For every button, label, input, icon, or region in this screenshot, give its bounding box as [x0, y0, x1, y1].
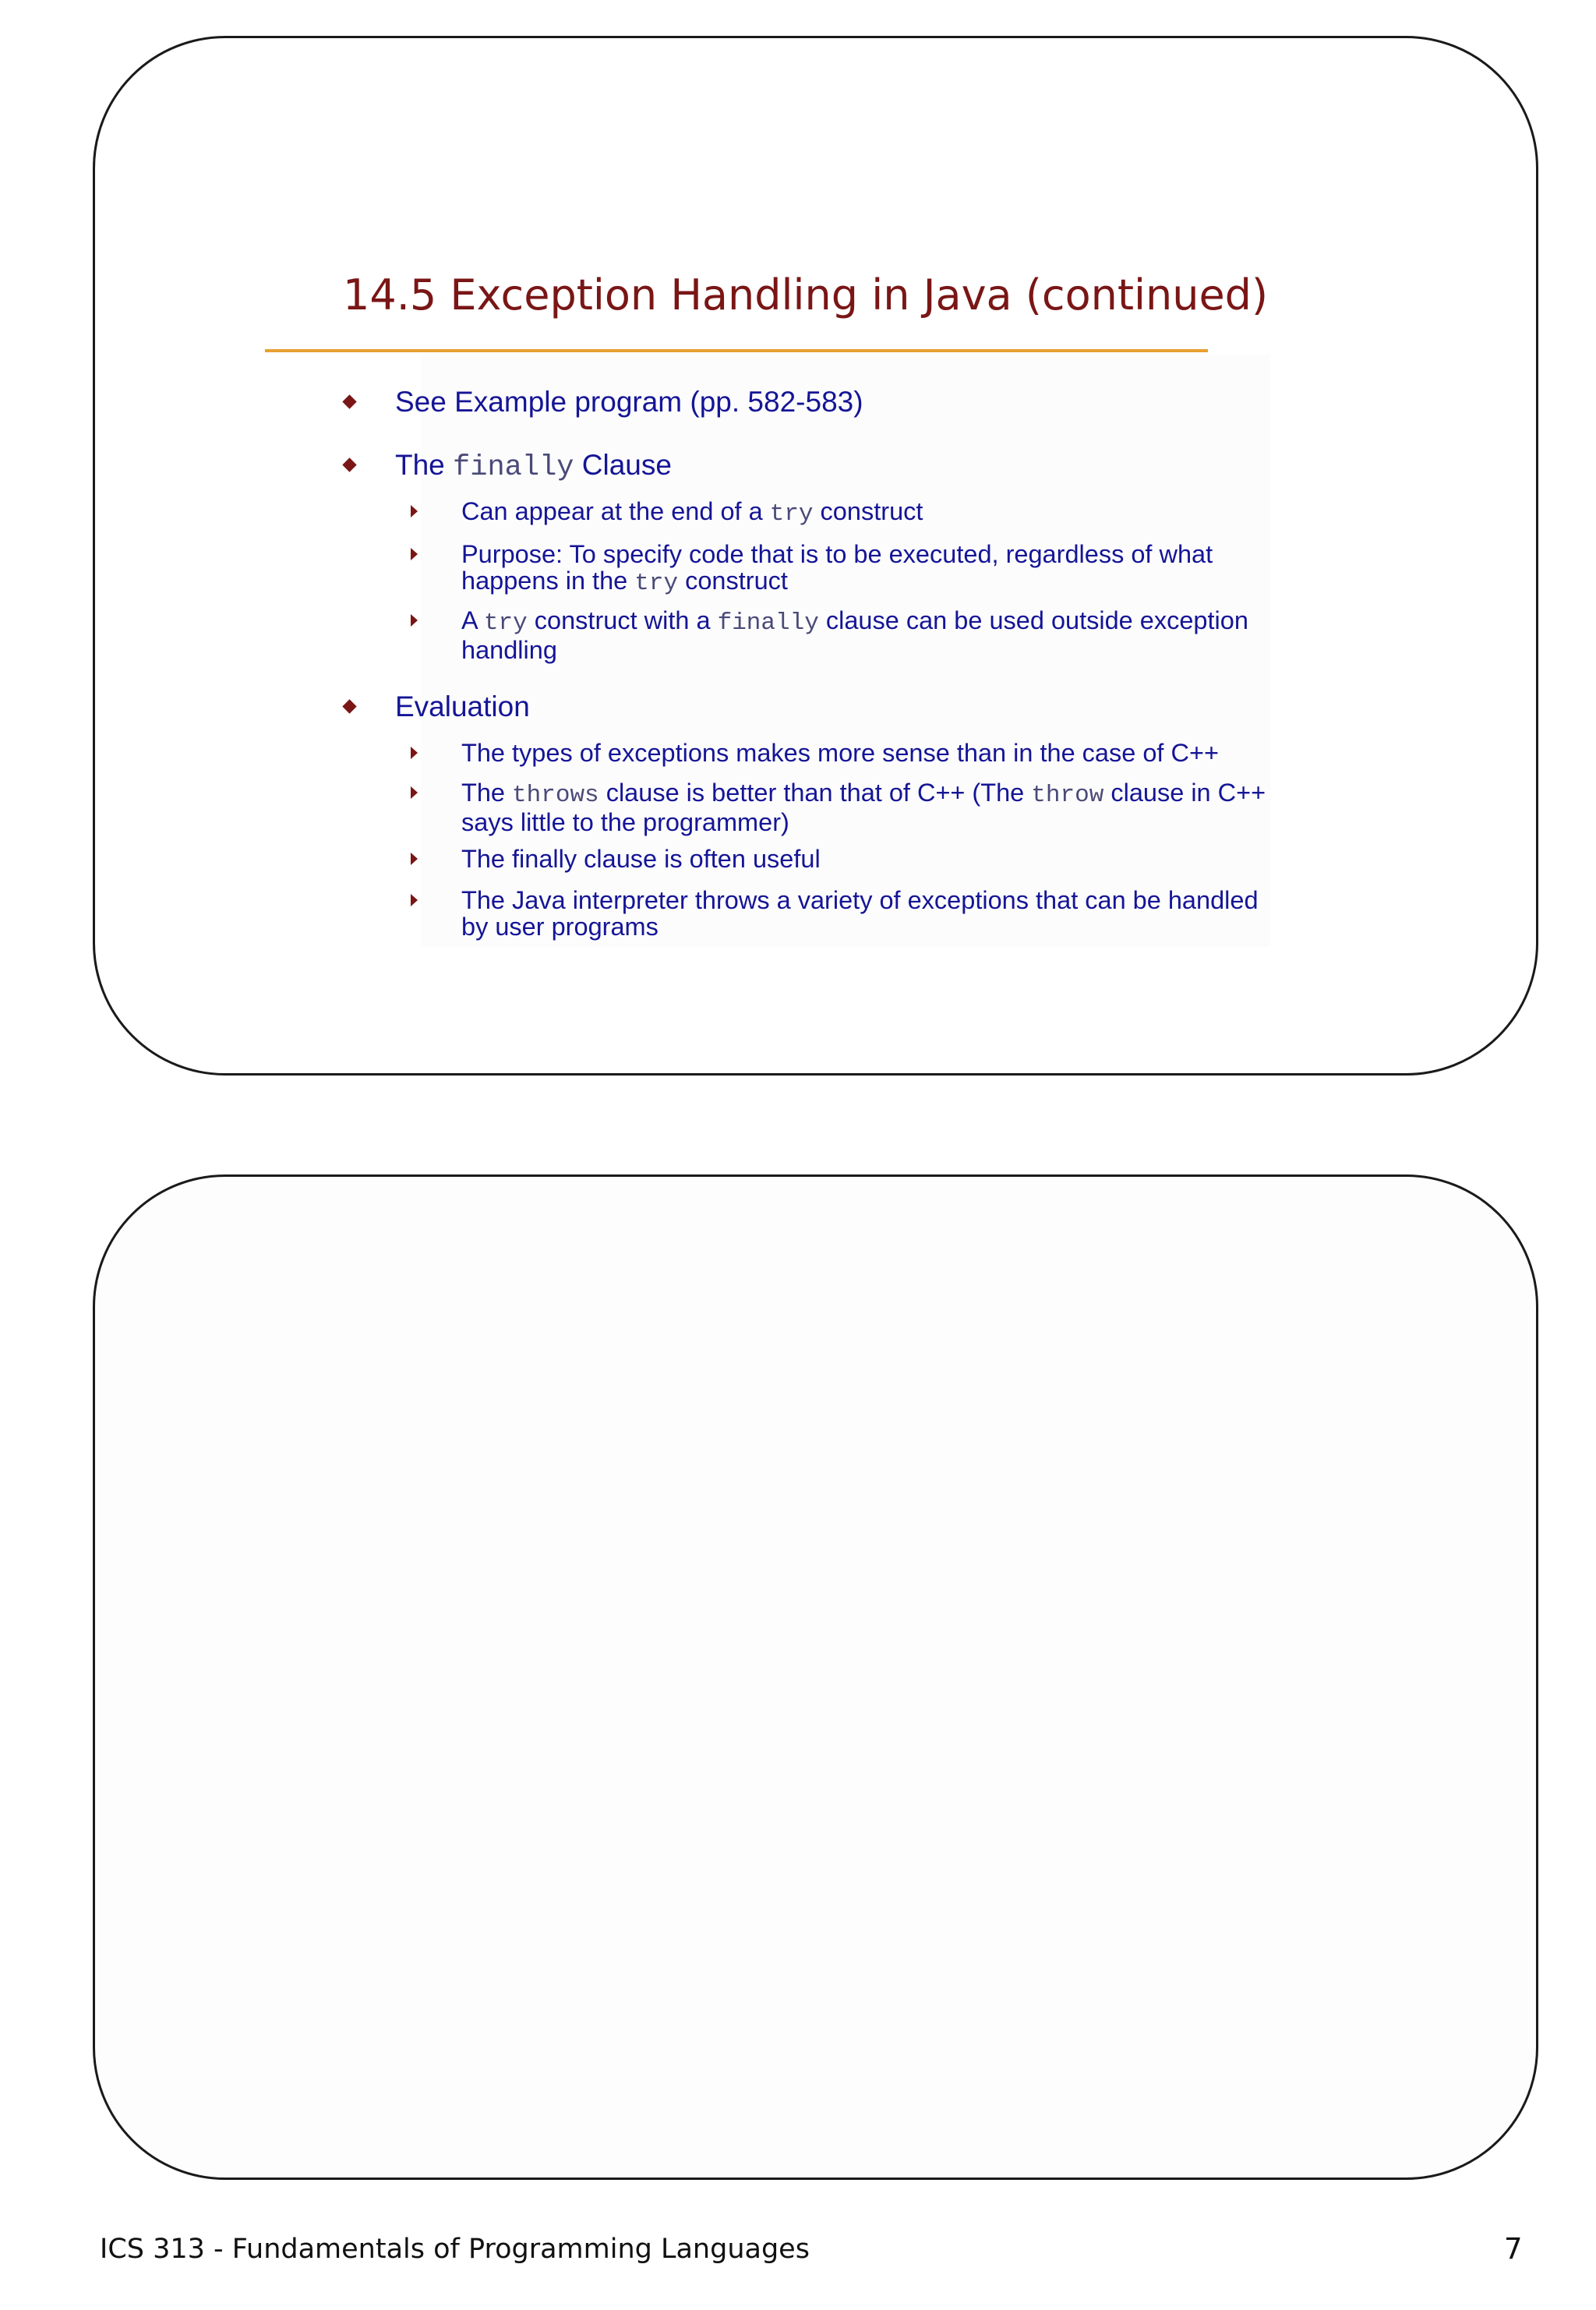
code-text: finally: [717, 609, 819, 637]
code-text: throw: [1031, 782, 1104, 809]
bullet-evaluation: Evaluation: [395, 691, 530, 722]
text: clause is better than that of C++ (The: [598, 779, 1032, 807]
slide-bottom-frame: [93, 1174, 1538, 2180]
title-underline: [265, 349, 1208, 352]
text: clause in C++ says little to the programmer): [461, 779, 1266, 836]
text: construct with a: [527, 606, 718, 634]
triangle-bullet-icon: [411, 894, 418, 906]
sub-bullet-throws-clause: [461, 779, 1272, 835]
footer-course-title: ICS 313 - Fundamentals of Programming Languages: [100, 2234, 810, 2265]
code-text: try: [634, 570, 679, 597]
sub-bullet-exception-types: The types of exceptions makes more sense than in the case of C++: [461, 739, 1219, 767]
triangle-bullet-icon: [411, 614, 418, 627]
code-text: try: [769, 500, 814, 528]
sub-bullet-try-finally-outside: [461, 607, 1272, 663]
text: construct: [678, 567, 788, 595]
text: construct: [813, 497, 923, 525]
text: The: [395, 449, 454, 481]
sub-bullet-finally-useful: The finally clause is often useful: [461, 845, 821, 873]
triangle-bullet-icon: [411, 786, 418, 799]
sub-bullet-interpreter-throws: The Java interpreter throws a variety of exceptions that can be handled by user programs: [461, 886, 1259, 941]
bullet-see-example: See Example program (pp. 582-583): [395, 386, 863, 418]
code-text: finally: [453, 451, 574, 484]
code-text: try: [483, 609, 528, 637]
triangle-bullet-icon: [411, 505, 418, 517]
triangle-bullet-icon: [411, 747, 418, 759]
triangle-bullet-icon: [411, 853, 418, 865]
code-text: throws: [512, 782, 599, 809]
text: A: [461, 606, 484, 634]
text: Clause: [574, 449, 672, 481]
slide-title: 14.5 Exception Handling in Java (continued): [343, 270, 1269, 320]
text: Purpose: To specify code that is to be executed, regardless of what happens in the: [461, 540, 1213, 595]
triangle-bullet-icon: [411, 548, 418, 560]
text: Can appear at the end of a: [461, 497, 770, 525]
text: The: [461, 779, 513, 807]
sub-bullet-appear-end: [461, 498, 1272, 528]
page-number: 7: [1504, 2232, 1523, 2266]
text: clause can be used outside exception handling: [461, 606, 1248, 664]
bullet-finally-clause: [395, 448, 672, 485]
sub-bullet-purpose: [461, 541, 1272, 597]
